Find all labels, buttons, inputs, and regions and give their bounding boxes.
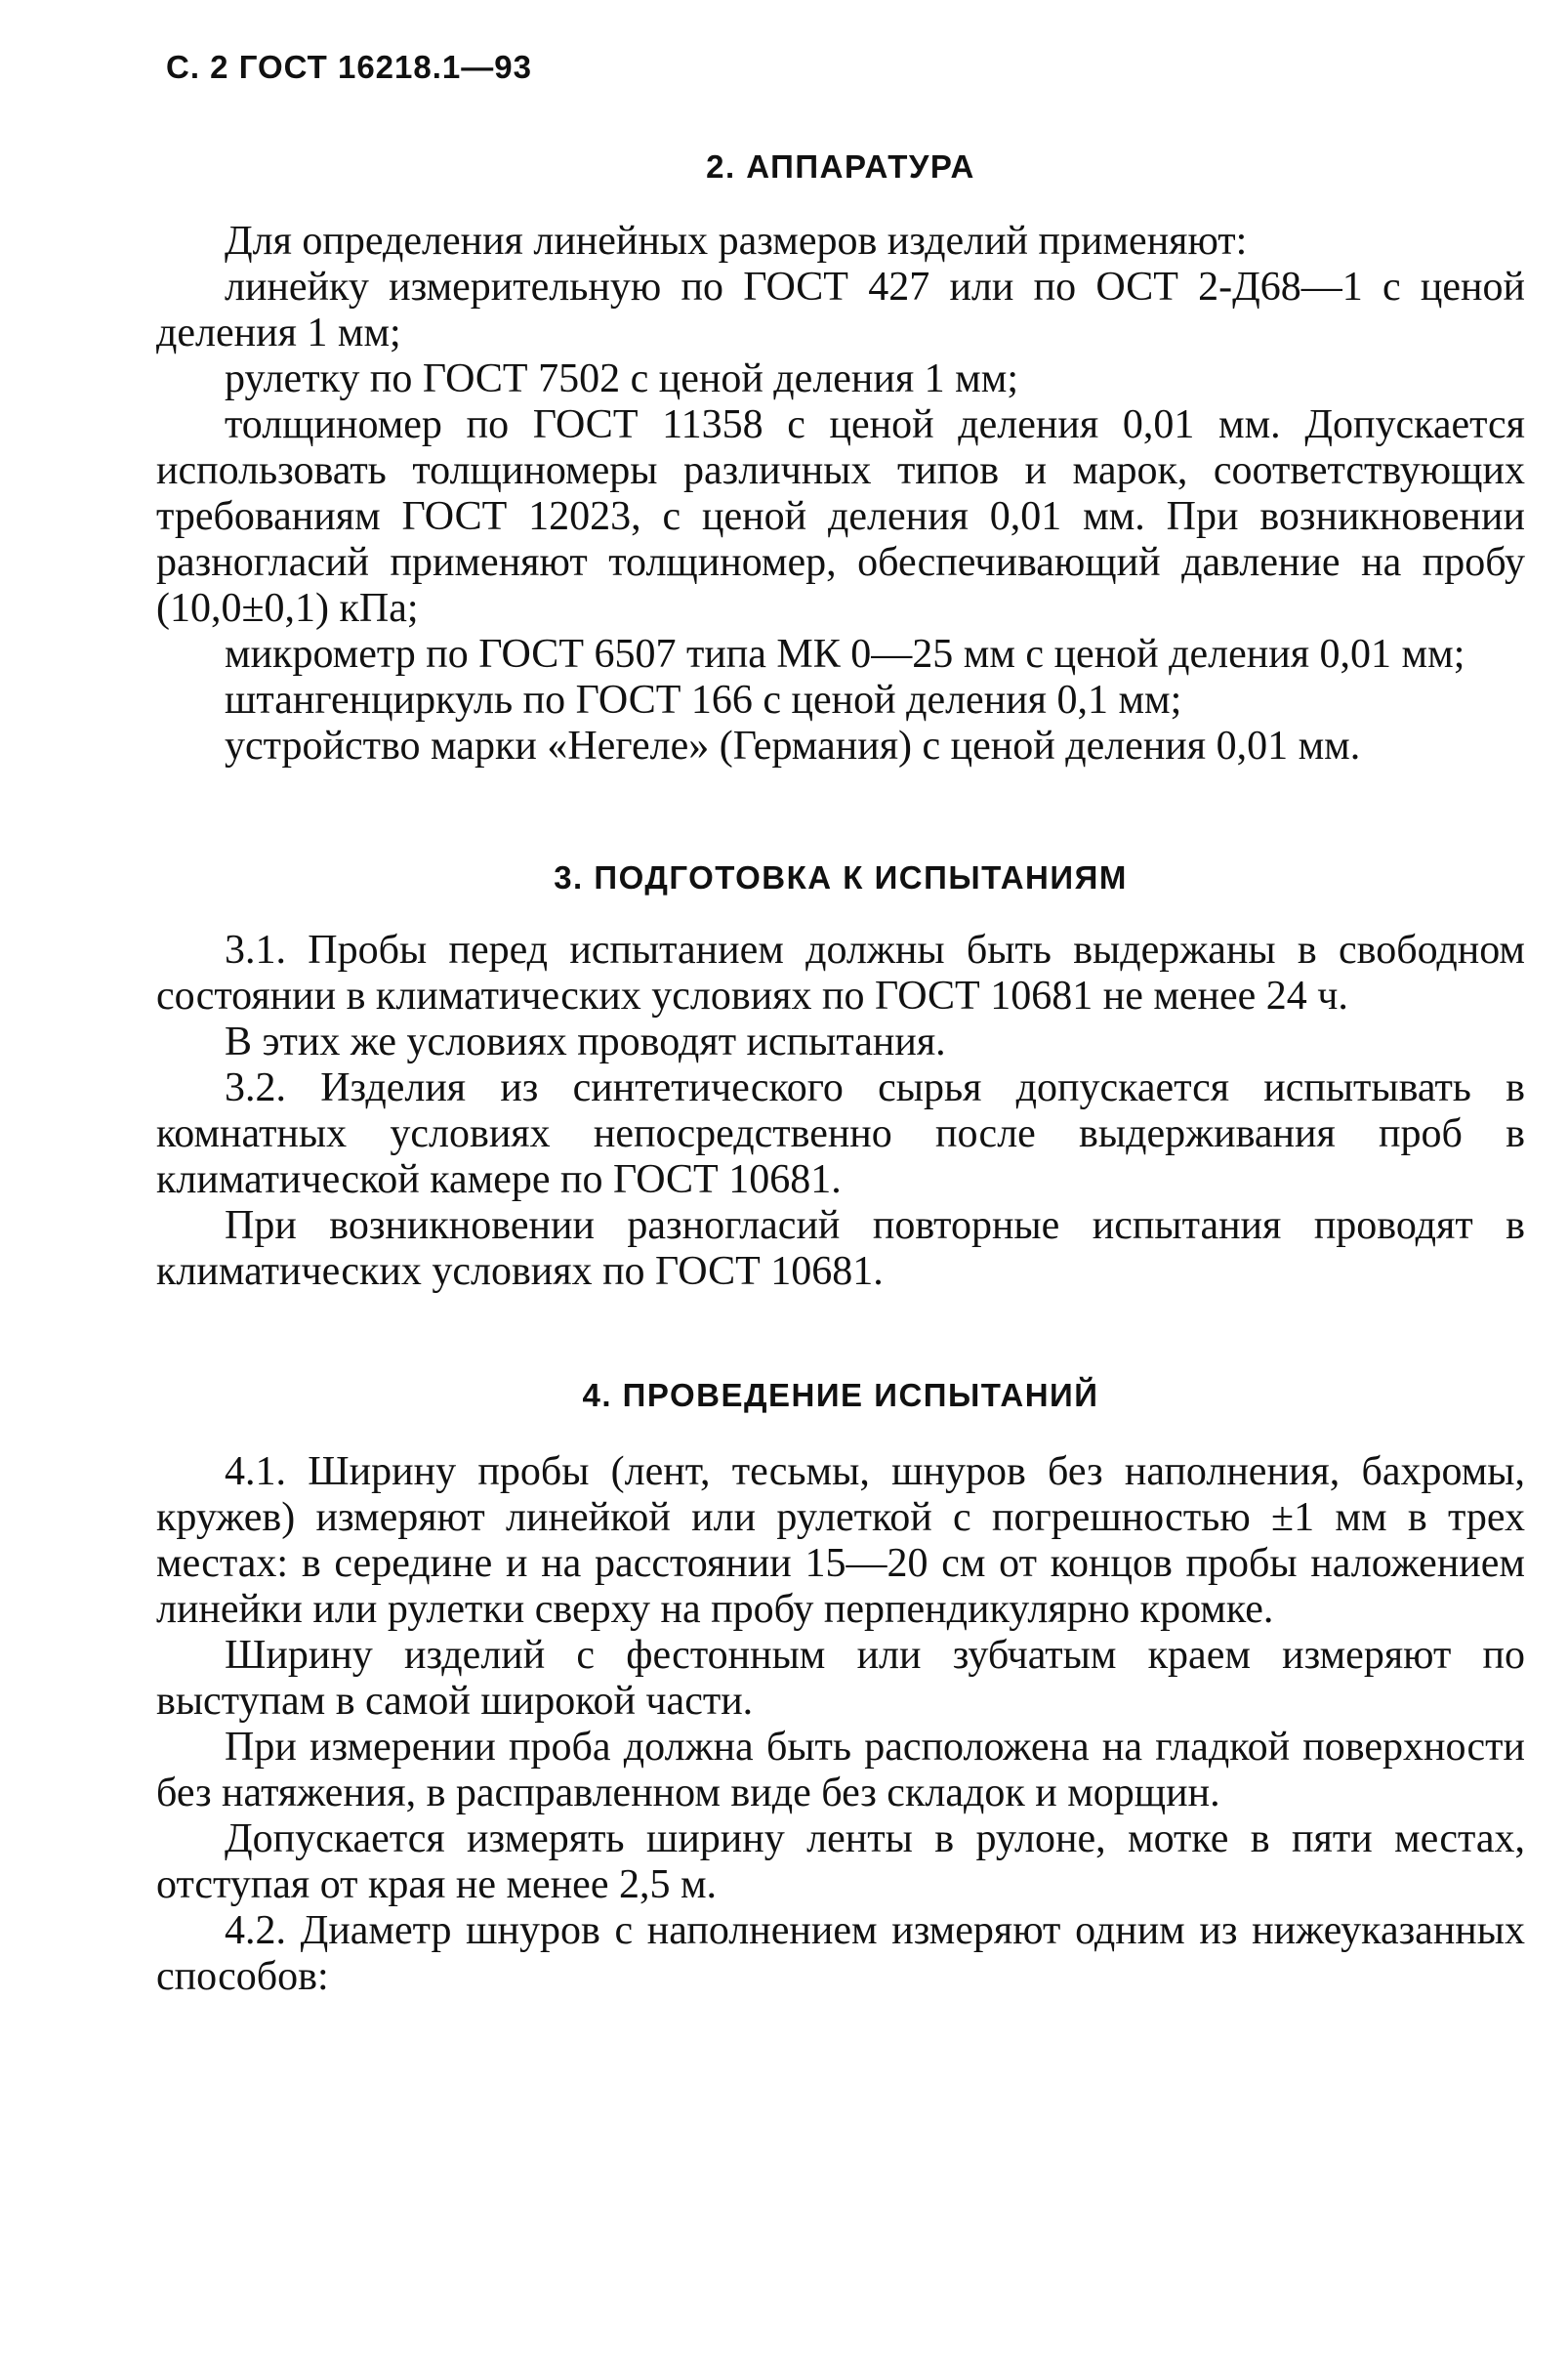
paragraph: линейку измерительную по ГОСТ 427 или по ОСТ 2-Д68—1 с ценой деления 1 мм;: [156, 265, 1525, 355]
paragraph: устройство марки «Негеле» (Германия) с ценой деления 0,01 мм.: [225, 724, 1361, 769]
paragraph: В этих же условиях проводят испытания.: [225, 1020, 946, 1064]
paragraph: При измерении проба должна быть расположена на гладкой поверхности без натяжения, в расправленном виде без складок и морщин.: [156, 1725, 1525, 1815]
paragraph: При возникновении разногласий повторные испытания проводят в климатических условиях по ГОСТ 10681.: [156, 1203, 1525, 1294]
section-testing: [156, 1377, 1525, 2000]
paragraph: штангенциркуль по ГОСТ 166 с ценой деления 0,1 мм;: [225, 678, 1182, 723]
paragraph: микрометр по ГОСТ 6507 типа МК 0—25 мм с ценой деления 0,01 мм;: [225, 632, 1465, 677]
section-apparatus: [156, 148, 1525, 770]
paragraph: Допускается измерять ширину ленты в рулоне, мотке в пяти местах, отступая от края не менее 2,5 м.: [156, 1816, 1525, 1907]
paragraph: толщиномер по ГОСТ 11358 с ценой деления 0,01 мм. Допускается использовать толщиномеры различных типов и марок, соответствующих требованиям ГОСТ 12023, с ценой деления 0,01 мм. При возникновении разногласий применяют толщиномер, обеспечивающий давление на пробу (10,0±0,1) кПа;: [156, 402, 1525, 631]
section-heading-apparatus: 2. АППАРАТУРА: [706, 148, 975, 185]
section-preparation: [156, 859, 1525, 1295]
paragraph: Ширину изделий с фестонным или зубчатым краем измеряют по выступам в самой широкой части.: [156, 1633, 1525, 1724]
paragraph: 3.1. Пробы перед испытанием должны быть выдержаны в свободном состоянии в климатических условиях по ГОСТ 10681 не менее 24 ч.: [156, 928, 1525, 1019]
running-header: С. 2 ГОСТ 16218.1—93: [166, 49, 532, 85]
paragraph: Для определения линейных размеров изделий применяют:: [225, 219, 1248, 264]
paragraph: рулетку по ГОСТ 7502 с ценой деления 1 мм;: [225, 356, 1019, 401]
paragraph: 3.2. Изделия из синтетического сырья допускается испытывать в комнатных условиях непосредственно после выдерживания проб в климатической камере по ГОСТ 10681.: [156, 1065, 1525, 1202]
paragraph: 4.2. Диаметр шнуров с наполнением измеряют одним из нижеуказанных способов:: [156, 1908, 1525, 1999]
paragraph: 4.1. Ширину пробы (лент, тесьмы, шнуров без наполнения, бахромы, кружев) измеряют линейкой или рулеткой с погрешностью ±1 мм в трех местах: в середине и на расстоянии 15—20 см от концов пробы наложением линейки или рулетки сверху на пробу перпендикулярно кромке.: [156, 1449, 1525, 1632]
section-heading-preparation: 3. ПОДГОТОВКА К ИСПЫТАНИЯМ: [554, 859, 1128, 896]
section-heading-testing: 4. ПРОВЕДЕНИЕ ИСПЫТАНИЙ: [582, 1377, 1099, 1413]
